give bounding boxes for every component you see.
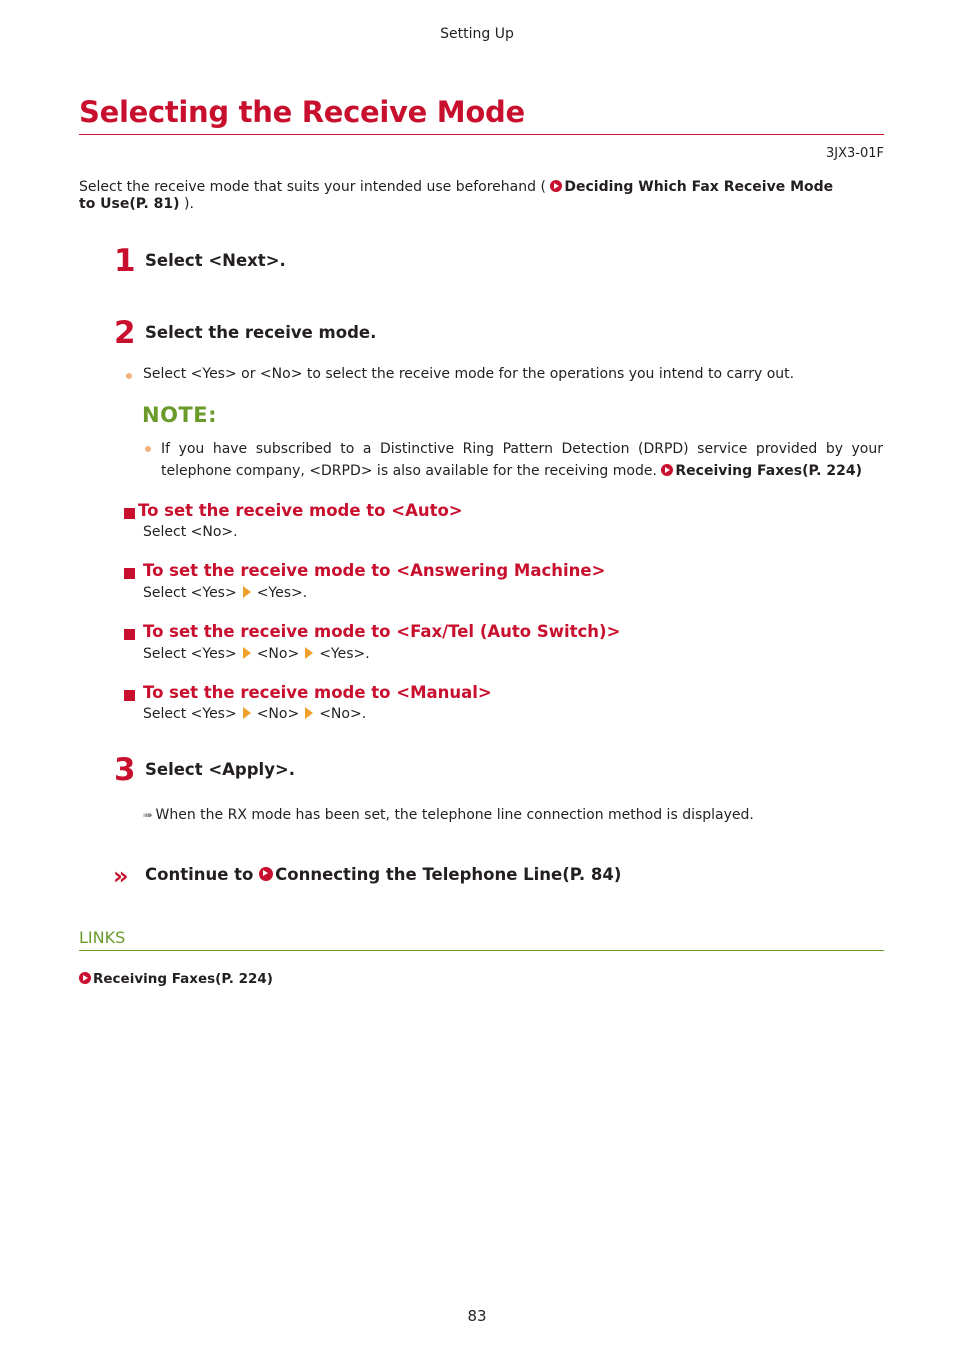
mode-path-manual bbox=[143, 706, 366, 722]
path-step: Select <Yes> bbox=[143, 706, 237, 722]
step-label-3: Select <Apply>. bbox=[145, 760, 296, 779]
running-header: Setting Up bbox=[440, 26, 514, 42]
section-square-icon bbox=[124, 629, 135, 640]
continue-label: Continue to bbox=[145, 865, 254, 884]
step3-result bbox=[143, 807, 754, 823]
link-label: Receiving Faxes(P. 224) bbox=[93, 971, 273, 987]
link-arrow-icon bbox=[661, 464, 673, 476]
mode-heading-auto: To set the receive mode to <Auto> bbox=[138, 501, 463, 520]
link-label: Connecting the Telephone Line(P. 84) bbox=[275, 865, 622, 884]
mode-path-auto: Select <No>. bbox=[143, 524, 238, 540]
path-step: <No>. bbox=[319, 706, 367, 722]
path-step: <No> bbox=[256, 706, 300, 722]
result-arrow-icon: ➠ bbox=[143, 808, 152, 822]
mode-heading-manual: To set the receive mode to <Manual> bbox=[143, 683, 492, 702]
path-step: <Yes>. bbox=[319, 646, 370, 662]
title-divider bbox=[79, 134, 884, 135]
step-number-2: 2 bbox=[114, 315, 136, 351]
path-step: Select <Yes> bbox=[143, 646, 237, 662]
document-id: 3JX3-01F bbox=[826, 146, 884, 161]
path-step: Select <Yes> bbox=[143, 585, 237, 601]
arrow-right-icon bbox=[305, 647, 313, 659]
mode-heading-answering-machine: To set the receive mode to <Answering Machine> bbox=[143, 561, 606, 580]
arrow-right-icon bbox=[243, 707, 251, 719]
link-receiving-faxes-bottom[interactable] bbox=[79, 971, 273, 987]
path-step: <No> bbox=[256, 646, 300, 662]
arrow-right-icon bbox=[305, 707, 313, 719]
note-bullet-icon bbox=[145, 446, 151, 452]
page-number: 83 bbox=[467, 1307, 487, 1325]
section-square-icon bbox=[124, 568, 135, 579]
link-label: Deciding Which Fax Receive Mode to Use(P. 81) bbox=[79, 179, 834, 212]
link-label: Receiving Faxes(P. 224) bbox=[675, 463, 862, 479]
link-arrow-icon bbox=[259, 867, 273, 881]
intro-paragraph bbox=[79, 179, 839, 213]
step-label-2: Select the receive mode. bbox=[145, 323, 377, 342]
note-paragraph bbox=[161, 438, 883, 482]
step3-result-text: When the RX mode has been set, the telephone line connection method is displayed. bbox=[155, 807, 754, 823]
links-list bbox=[79, 971, 273, 987]
path-step: <Yes>. bbox=[256, 585, 308, 601]
mode-heading-fax-tel: To set the receive mode to <Fax/Tel (Auto Switch)> bbox=[143, 622, 621, 641]
page-title: Selecting the Receive Mode bbox=[79, 95, 525, 129]
link-arrow-icon bbox=[550, 180, 562, 192]
note-text: If you have subscribed to a Distinctive Ring Pattern Detection (DRPD) service provided by your telephone company, <DRPD> is also available for the receiving mode. bbox=[161, 441, 883, 479]
section-square-icon bbox=[124, 508, 135, 519]
link-arrow-icon bbox=[79, 972, 91, 984]
step-number-3: 3 bbox=[114, 752, 136, 788]
step-number-1: 1 bbox=[114, 243, 136, 279]
step2-bullet-text: Select <Yes> or <No> to select the receive mode for the operations you intend to carry out. bbox=[143, 366, 795, 382]
step-label-1: Select <Next>. bbox=[145, 251, 286, 270]
link-receiving-faxes[interactable] bbox=[661, 463, 862, 479]
arrow-right-icon bbox=[243, 586, 251, 598]
section-square-icon bbox=[124, 690, 135, 701]
mode-path-answering-machine bbox=[143, 585, 307, 601]
links-divider bbox=[79, 950, 884, 951]
double-chevron-icon: » bbox=[113, 862, 123, 890]
intro-text-after: ). bbox=[184, 196, 194, 212]
link-connecting-telephone-line[interactable] bbox=[259, 865, 621, 884]
links-section-title: LINKS bbox=[79, 928, 126, 947]
bullet-icon bbox=[126, 373, 132, 379]
mode-path-fax-tel bbox=[143, 646, 370, 662]
continue-line bbox=[145, 865, 621, 884]
arrow-right-icon bbox=[243, 647, 251, 659]
intro-text-before: Select the receive mode that suits your intended use beforehand ( bbox=[79, 179, 546, 195]
note-title: NOTE: bbox=[142, 403, 217, 427]
